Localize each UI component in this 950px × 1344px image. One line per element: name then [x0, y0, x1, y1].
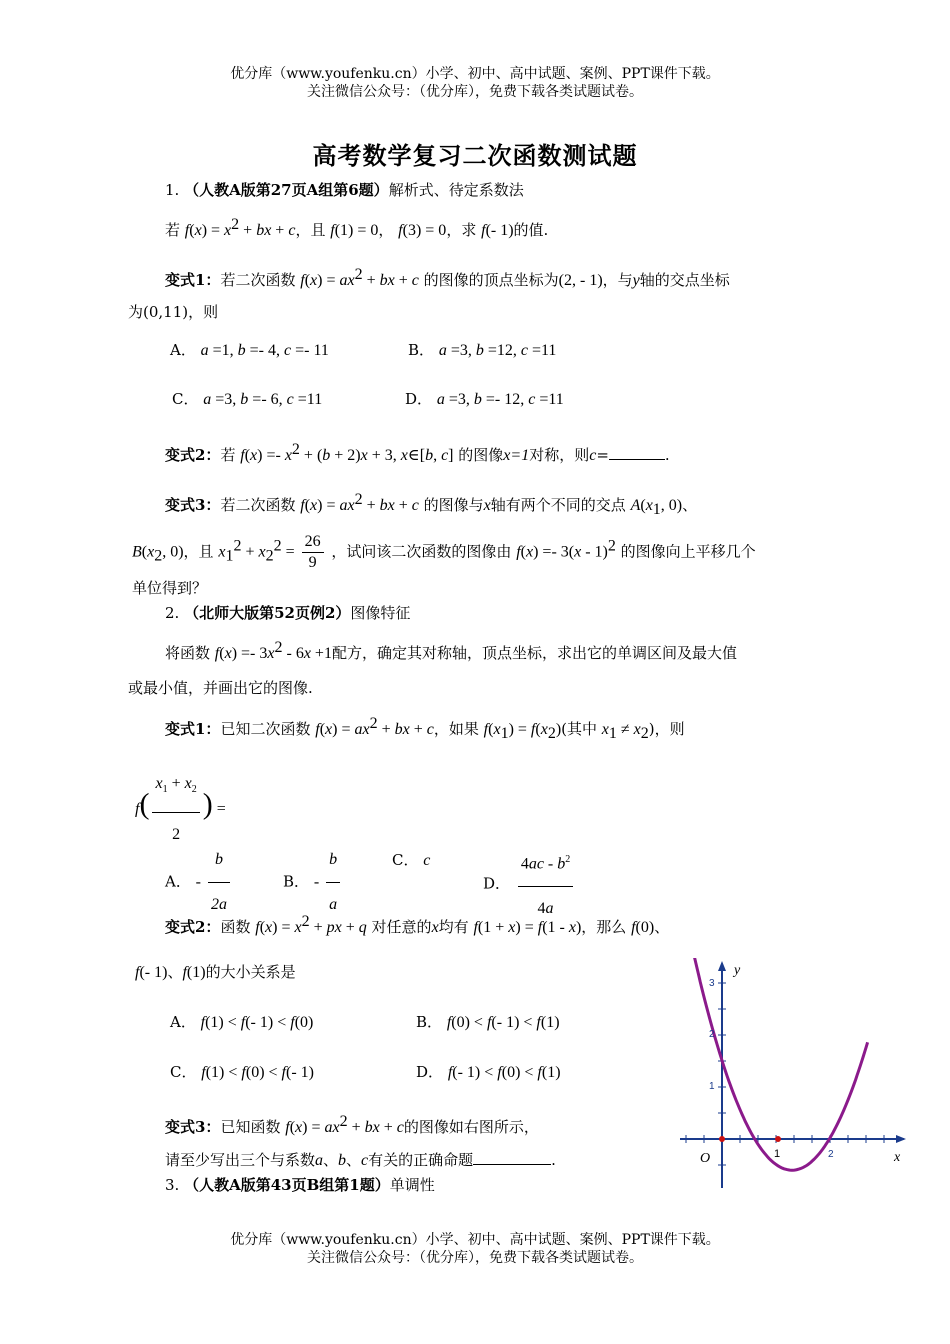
variant-2-1-line1: 变式1：已知二次函数 $f(x) = ax^2$ + bx + c，如果 $f(x_1) = f(x_2)$(其中 $x_1 \ne x_2$)，则 — [165, 715, 685, 742]
variant-2-2-line2: f(- 1)、f(1)的大小关系是 — [135, 963, 296, 981]
variant-1-3-line3: 单位得到？ — [132, 579, 208, 597]
question-1-heading: 1. （人教A版第27页A组第6题）解析式、待定系数法 — [165, 181, 524, 199]
variant-2-3-line2: 请至少写出三个与系数a、b、c有关的正确命题 . — [165, 1151, 556, 1169]
y-tick-label-1: 1 — [709, 1081, 715, 1092]
variant-1-1-option-b[interactable]: B． a =3, b =12, c =11 — [408, 341, 557, 359]
page-footer-line1: 优分库（www.youfenku.cn）小学、初中、高中试题、案例、PPT课件下载。 — [230, 1232, 720, 1248]
variant-2-1-option-d[interactable]: D． $\frac{4ac - b^2}{4a}$ — [483, 838, 576, 931]
point-x1 — [775, 1136, 781, 1142]
question-2-heading: 2. （北师大版第52页例2）图像特征 — [165, 604, 411, 622]
variant-2-2-option-c[interactable]: C． f(1) < f(0) < f(- 1) — [170, 1063, 314, 1081]
page-footer-line2: 关注微信公众号：（优分库），免费下载各类试题试卷。 — [307, 1250, 643, 1266]
origin-label: O — [700, 1151, 711, 1166]
variant-2-1-line2: f( $\frac{x_1 + x_2}{2}$ ) = — [135, 762, 226, 857]
variant-1-2: 变式2：若 $f(x) =- x^2 + (b + 2)x + 3$, x∈[b, c] 的图像x=1对称，则c= . — [165, 441, 670, 464]
x-axis-arrow — [896, 1135, 906, 1143]
variant-2-1-option-c[interactable]: C． c — [392, 851, 431, 869]
page-title: 高考数学复习二次函数测试题 — [312, 141, 638, 170]
variant-1-1-line1: 变式1：若二次函数 $f(x) = ax^2$ + bx + c 的图像的顶点坐标为(2, - 1)，与y轴的交点坐标 — [165, 266, 730, 289]
question-1-body: 若 $f(x) = x^2$ + bx + c，且 f(1) = 0， f(3) = 0，求 f(- 1)的值. — [165, 216, 549, 239]
x-tick-label-2: 2 — [828, 1149, 834, 1160]
variant-1-1-option-d[interactable]: D． a =3, b =- 12, c =11 — [405, 390, 564, 408]
parabola-graph — [672, 958, 912, 1192]
variant-1-3-line1: 变式3：若二次函数 $f(x) = ax^2$ + bx + c 的图像与x轴有两个不同的交点 $A(x_1$, 0)、 — [165, 491, 698, 518]
page-header-line1: 优分库（www.youfenku.cn）小学、初中、高中试题、案例、PPT课件下载。 — [230, 66, 720, 82]
variant-2-2-line1: 变式2：函数 $f(x) = x^2$ + px + q 对任意的x均有 f(1 + x) = f(1 - x)，那么 f(0)、 — [165, 913, 670, 936]
question-3-heading: 3. （人教A版第43页B组第1题）单调性 — [165, 1176, 435, 1194]
origin-point — [719, 1136, 725, 1142]
y-tick-label-2: 2 — [709, 1029, 715, 1040]
x-axis-label: x — [894, 1150, 901, 1165]
variant-2-3-line1: 变式3：已知函数 $f(x) = ax^2$ + bx + c的图像如右图所示， — [165, 1113, 539, 1136]
question-2-body-line1: 将函数 $f(x) =- 3x^2 - 6x +1$配方，确定其对称轴，顶点坐标，求出它的单调区间及最大值 — [165, 639, 737, 662]
variant-2-1-option-b[interactable]: B． - $\frac{b}{a}$ — [283, 838, 343, 927]
variant-1-3-line2: $B(x_2$, 0)，且 $x_1^2 + x_2^2$ = $\frac{26}{9}$ ，试问该二次函数的图像由 f(x) =- 3(x - 1)$^2$ 的图像向上平移几个 — [132, 533, 756, 571]
variant-2-2-option-d[interactable]: D． f(- 1) < f(0) < f(1) — [416, 1063, 561, 1081]
question-2-body-line2: 或最小值，并画出它的图像. — [128, 679, 313, 697]
page-header-line2: 关注微信公众号：（优分库），免费下载各类试题试卷。 — [307, 84, 643, 100]
variant-1-1-option-c[interactable]: C． a =3, b =- 6, c =11 — [172, 390, 323, 408]
y-axis-arrow — [718, 961, 726, 971]
variant-1-1-option-a[interactable]: A． a =1, b =- 4, c =- 11 — [170, 341, 329, 359]
x-tick-label-1: 1 — [774, 1148, 781, 1160]
variant-2-2-option-b[interactable]: B． f(0) < f(- 1) < f(1) — [416, 1013, 560, 1031]
variant-2-2-option-a[interactable]: A． f(1) < f(- 1) < f(0) — [170, 1013, 314, 1031]
y-axis-label: y — [734, 963, 741, 978]
variant-1-1-line2: 为(0,11)，则 — [128, 303, 219, 321]
y-tick-label-3: 3 — [709, 978, 715, 989]
variant-2-1-option-a[interactable]: A． - $\frac{b}{2a}$ — [165, 838, 233, 927]
